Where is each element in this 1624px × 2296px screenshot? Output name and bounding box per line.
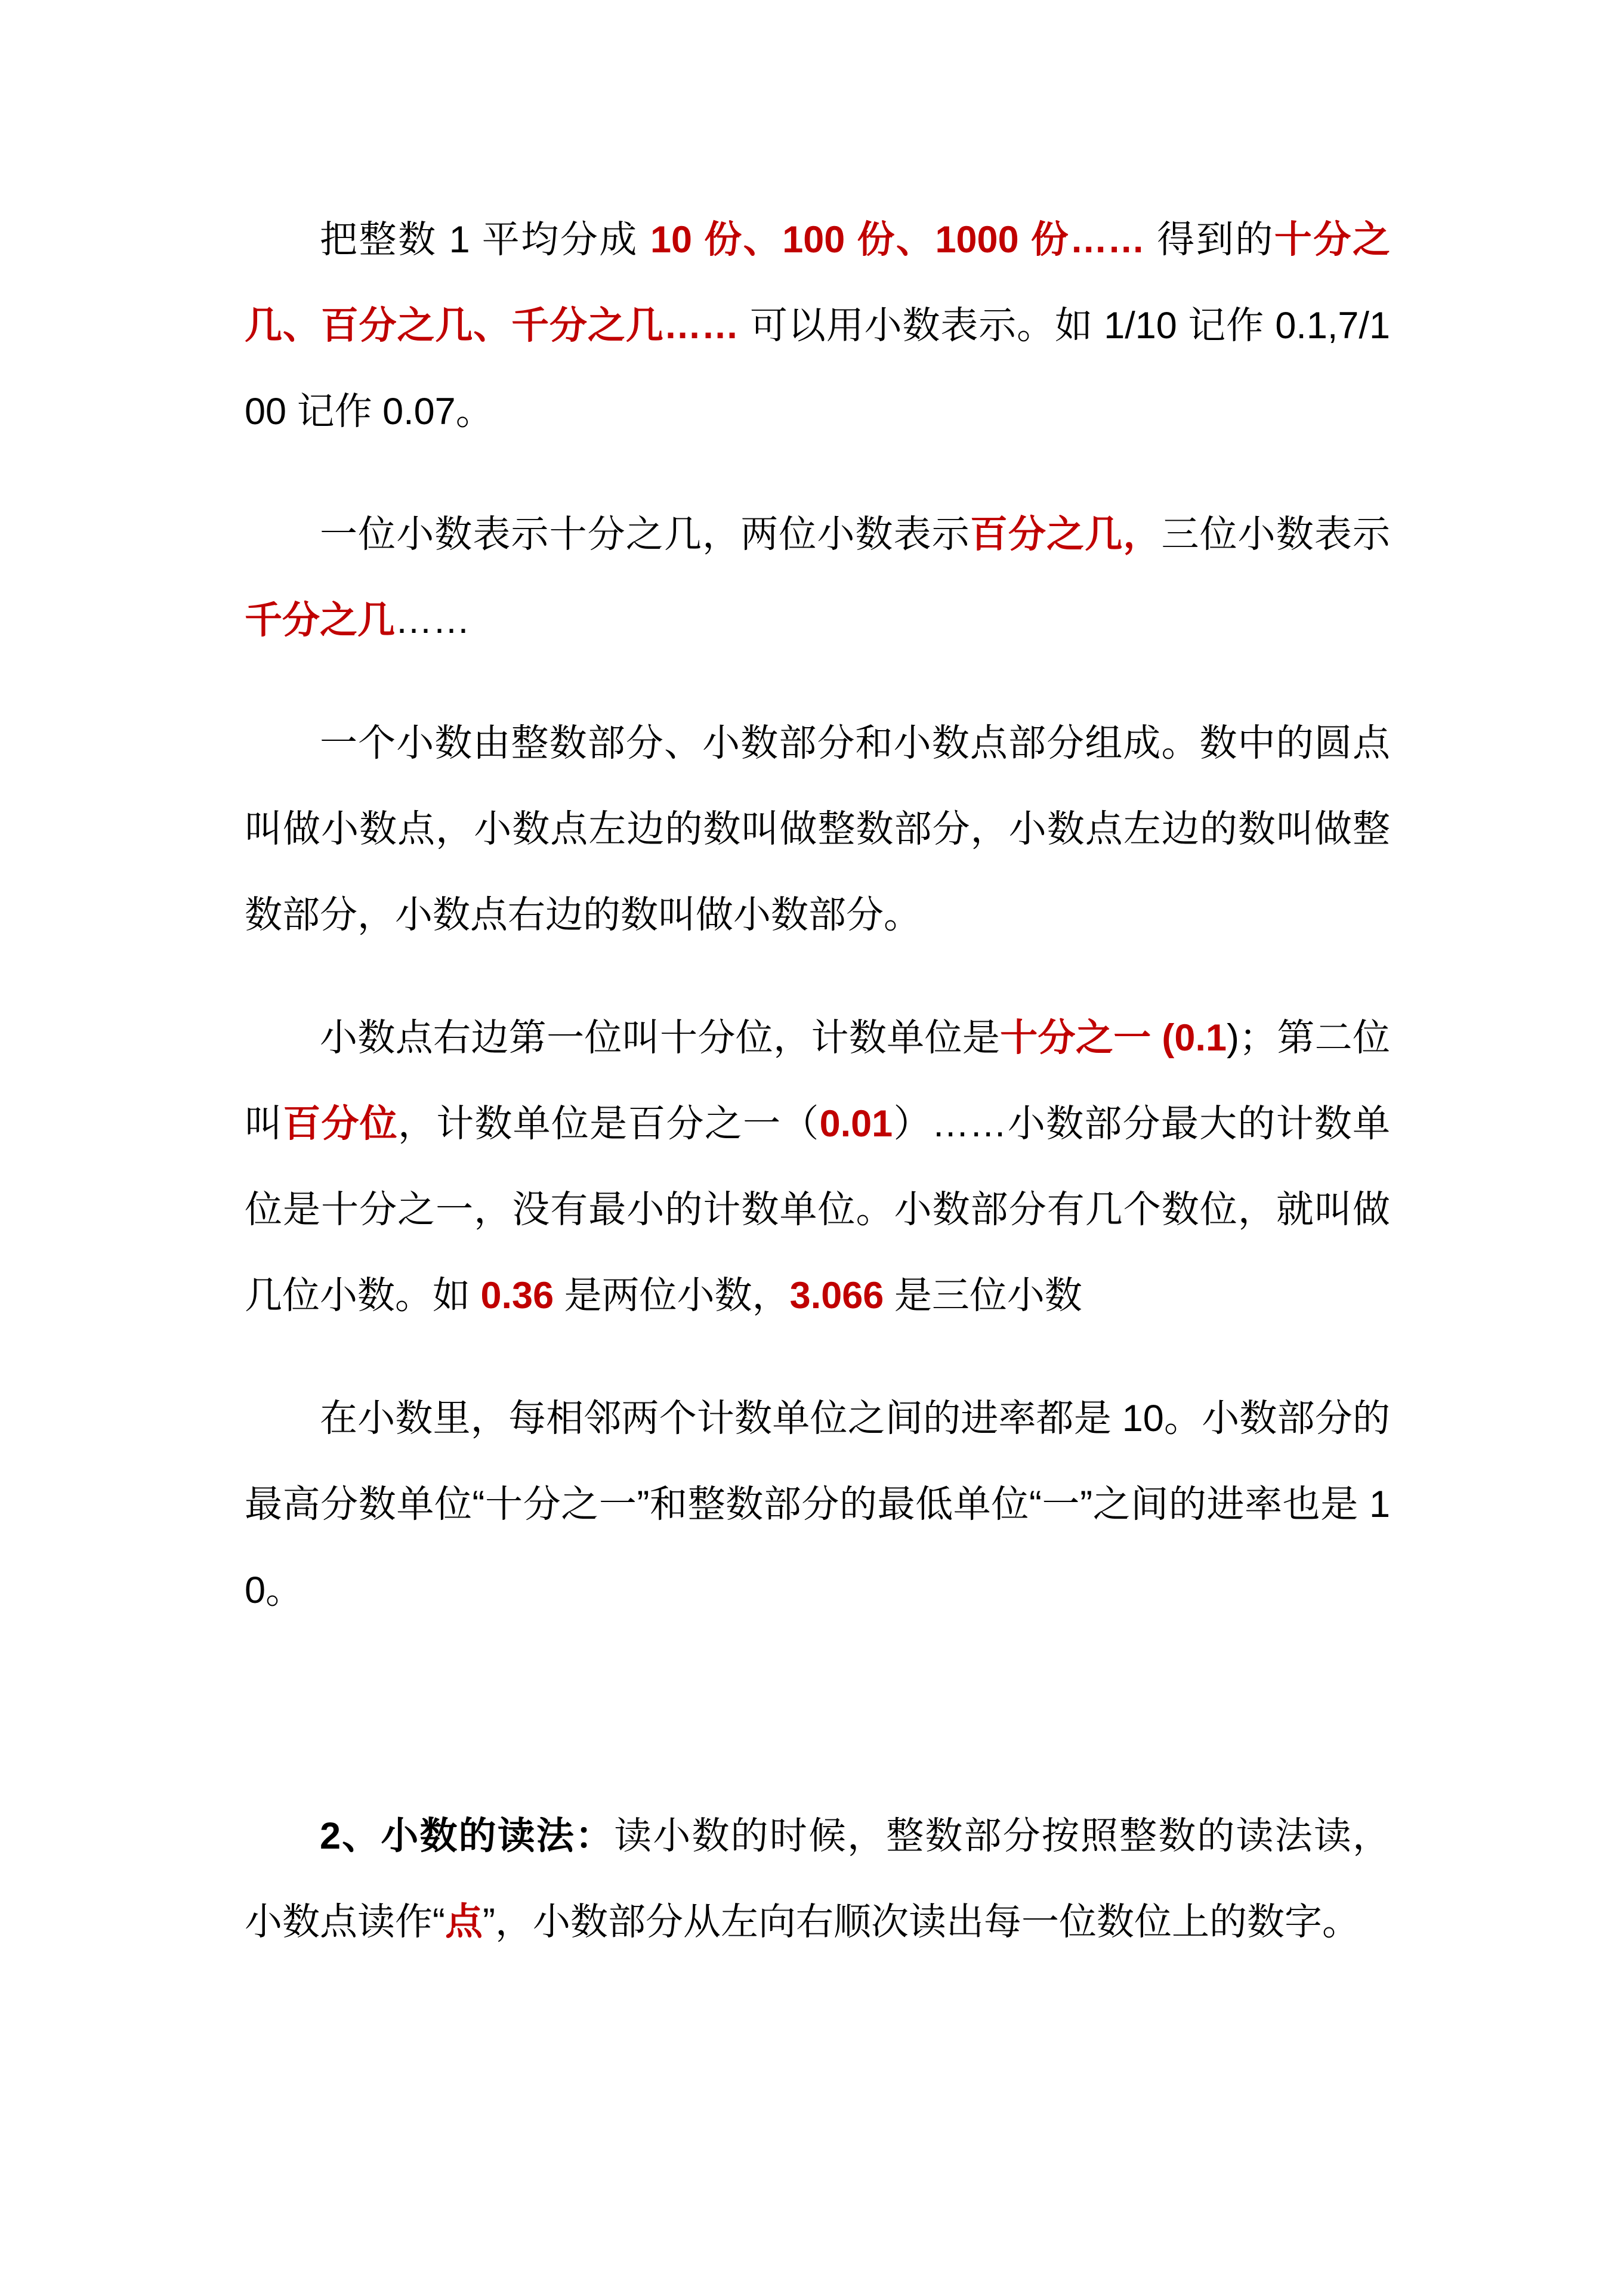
body-text: 把整数 1 平均分成 xyxy=(320,219,650,261)
para-counting-units xyxy=(245,995,1390,1339)
body-text: ）……小数部分最大的计数单位是十分之一，没有最小的计数单位。小数部分有几个数位，就叫做几位小数。如 xyxy=(245,1103,1391,1317)
highlighted-red-text: 百分位 xyxy=(283,1103,398,1145)
highlighted-red-text: 十分之一 (0.1 xyxy=(1000,1017,1227,1059)
body-text: 得到的 xyxy=(1145,219,1274,261)
body-text: 一个小数由整数部分、小数部分和小数点部分组成。数中的圆点叫做小数点，小数点左边的数叫做整数部分，小数点左边的数叫做整数部分，小数点右边的数叫做小数部分。 xyxy=(245,722,1390,936)
body-text: ”，小数部分从左向右顺次读出每一位数位上的数字。 xyxy=(482,1901,1360,1943)
highlighted-red-text: 点 xyxy=(444,1901,483,1943)
para-advance-rate xyxy=(245,1376,1390,1633)
body-text: …… xyxy=(395,600,470,641)
highlighted-red-text: 百分之几， xyxy=(970,514,1162,555)
body-text: )；第二位叫 xyxy=(245,1017,1391,1145)
highlighted-red-text: 3.066 xyxy=(789,1275,884,1317)
para-decimal-places-meaning xyxy=(245,492,1390,663)
body-text: 小数点右边第一位叫十分位，计数单位是 xyxy=(320,1017,1001,1059)
body-text: 三位小数表示 xyxy=(1161,514,1391,555)
body-text: ，计数单位是百分之一（ xyxy=(397,1103,820,1145)
body-text: 在小数里，每相邻两个计数单位之间的进率都是 10。小数部分的最高分数单位“十分之一”和整数部分的最低单位“一”之间的进率也是 10。 xyxy=(245,1398,1390,1611)
document-body xyxy=(245,197,1390,1965)
body-text: 可以用小数表示。如 1/10 记作 0.1,7/100 记作 0.07。 xyxy=(245,305,1390,432)
para-blank-spacer xyxy=(245,1670,1390,1756)
para-decimal-definition xyxy=(245,197,1390,455)
body-text: 是三位小数 xyxy=(884,1275,1082,1317)
para-decimal-parts xyxy=(245,700,1390,958)
section-label-bold: 2、小数的读法： xyxy=(320,1815,615,1857)
highlighted-red-text: 十分之几、百分之几、千分之几…… xyxy=(245,219,1390,347)
highlighted-red-text: 千分之几 xyxy=(245,600,395,641)
body-text: 一位小数表示十分之几，两位小数表示 xyxy=(320,514,970,555)
highlighted-red-text: 10 份、100 份、1000 份…… xyxy=(650,219,1146,261)
body-text: 读小数的时候，整数部分按照整数的读法读，小数点读作“ xyxy=(245,1815,1390,1943)
para-reading-rule xyxy=(245,1793,1390,1965)
highlighted-red-text: 0.36 xyxy=(480,1275,554,1317)
body-text: 是两位小数， xyxy=(554,1275,790,1317)
highlighted-red-text: 0.01 xyxy=(819,1103,893,1145)
